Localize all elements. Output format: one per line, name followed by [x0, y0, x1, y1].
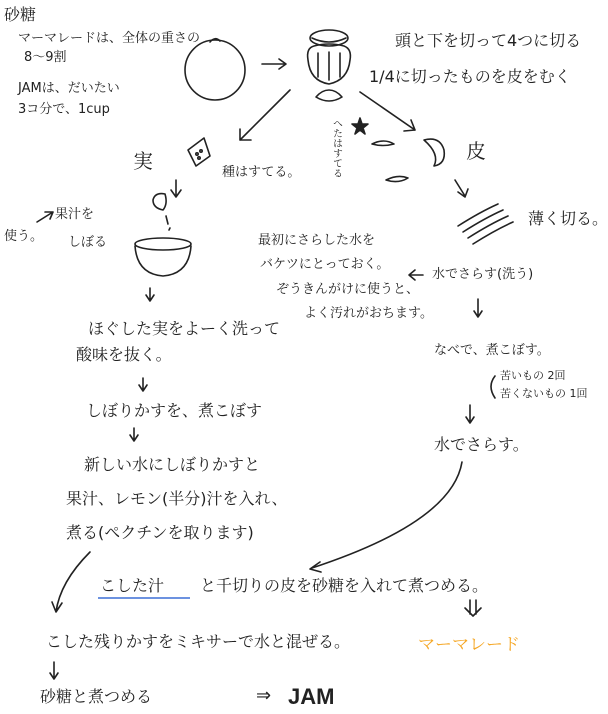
note-bitter: 苦くないもの 1回	[500, 387, 588, 400]
step-simmer: 煮る(ペクチンを取ります)	[66, 523, 254, 542]
notes-line: 8～9割	[24, 50, 67, 65]
arrow-jam: ⇒	[256, 685, 272, 706]
arrow-curve-left	[52, 552, 90, 612]
arrow-down-right	[360, 92, 415, 131]
note-bitter: 苦いもの 2回	[500, 369, 566, 382]
step-mix: こした残りかすをミキサーで水と混ぜる。	[46, 632, 351, 651]
step-combine: と千切りの皮を砂糖を入れて煮つめる。	[200, 576, 489, 595]
arrow-down-right-small	[455, 180, 468, 197]
arrow-left	[409, 270, 423, 280]
label-mi: 実	[133, 149, 153, 173]
step-lemon: 果汁、レモン(半分)汁を入れ、	[66, 489, 288, 508]
note-water: 最初にさらした水を	[258, 233, 376, 248]
result-marmalade: マーマレード	[418, 635, 520, 655]
note-seeds: 種はすてる。	[222, 165, 301, 180]
peel-icon	[372, 139, 444, 181]
thin-slices-icon	[458, 204, 513, 244]
step-pulp: しぼりかすを、煮こぼす	[86, 401, 263, 420]
cut-orange-icon	[308, 30, 351, 101]
arrow-curve	[310, 462, 462, 572]
squeeze-icon	[135, 194, 191, 276]
arrow-up-right	[37, 212, 53, 222]
step-peel: 1/4に切ったものを皮をむく	[369, 67, 571, 86]
step-thin: 薄く切る。	[528, 209, 608, 228]
arrow-down	[474, 299, 482, 317]
arrow-down-left	[240, 90, 290, 140]
arrow-down	[130, 428, 138, 441]
arrow-double-down	[465, 600, 481, 616]
note-use: 使う。	[4, 229, 44, 244]
strained-juice: こした汁	[100, 576, 165, 595]
notes-title: 砂糖	[4, 5, 37, 24]
result-jam: JAM	[288, 684, 335, 709]
star-icon	[352, 118, 368, 134]
arrow-down	[50, 662, 58, 679]
step-rinse: ほぐした実をよーく洗って	[88, 319, 281, 338]
step-rinse: 酸味を抜く。	[76, 345, 172, 364]
note-water: バケツにとっておく。	[260, 257, 390, 272]
arrow-down	[139, 378, 147, 391]
step-sugar-simmer: 砂糖と煮つめる	[40, 687, 153, 706]
label-kawa: 皮	[466, 139, 486, 163]
note-water: ぞうきんがけに使うと、	[276, 282, 420, 297]
step-boil: なべで、煮こぼす。	[434, 343, 550, 358]
note-squeeze: しぼる	[68, 235, 108, 250]
step-new-water: 新しい水にしぼりかすと	[84, 455, 261, 474]
arrow-down	[146, 288, 154, 301]
notes-line: 3コ分で、1cup	[18, 102, 110, 117]
step-cut: 頭と下を切って4つに切る	[395, 31, 582, 50]
notes-line: マーマレードは、全体の重さの	[18, 31, 201, 46]
bracket	[491, 376, 495, 398]
notes-line: JAMは、だいたい	[18, 81, 120, 96]
step-soak2: 水でさらす。	[434, 435, 529, 454]
note-heta: へたはすてる	[330, 118, 342, 178]
arrow-down	[466, 405, 474, 423]
orange-icon	[185, 39, 245, 100]
arrow-down	[171, 180, 181, 197]
note-water: よく汚れがおちます。	[304, 306, 433, 321]
fruit-segment-icon	[188, 138, 210, 166]
note-juice: 果汁を	[55, 207, 95, 222]
step-soak: 水でさらす(洗う)	[432, 267, 534, 282]
arrow-right	[262, 59, 286, 69]
